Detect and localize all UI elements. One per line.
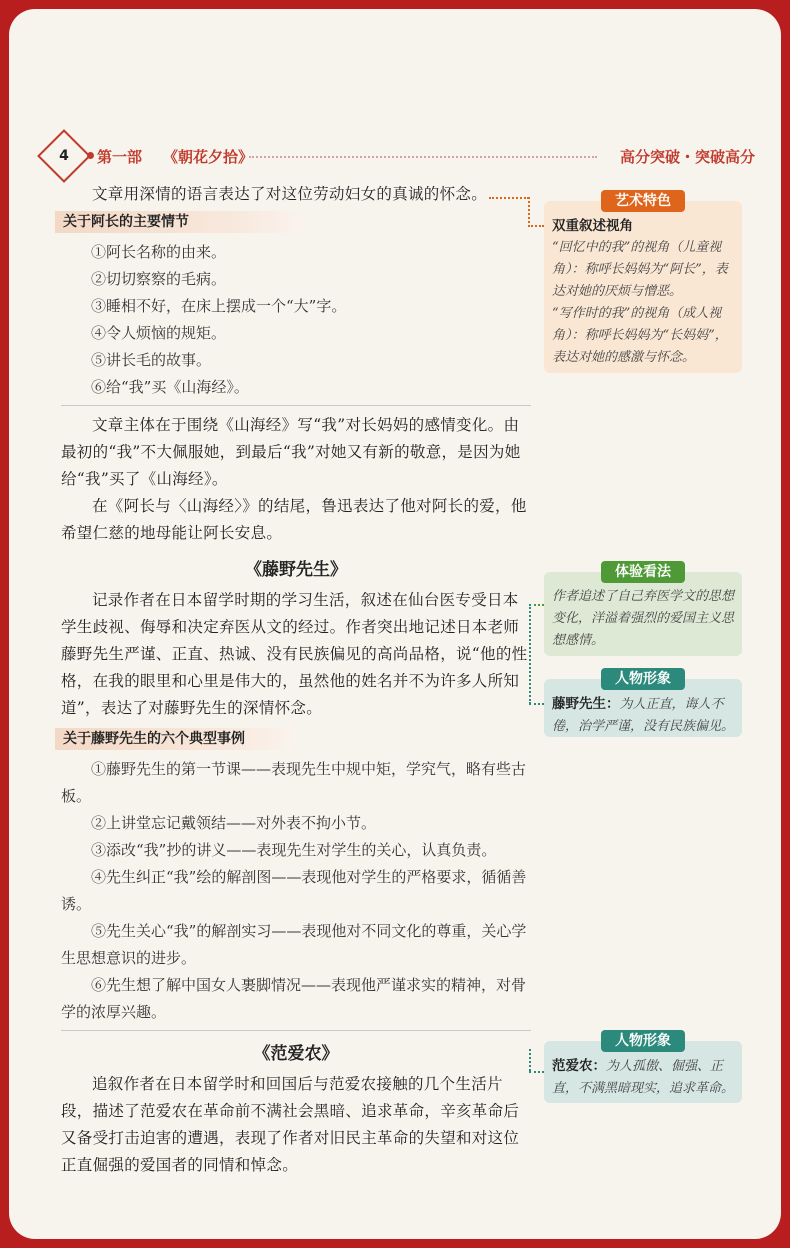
art-feature-box [544, 193, 742, 373]
experience-text: 作者追述了自己弃医学文的思想变化，洋溢着强烈的爱国主义思想感情。 [552, 589, 735, 648]
list-item: ④先生纠正“我”绘的解剖图——表现他对学生的严格要求，循循善诱。 [61, 868, 527, 913]
art-feature-text: “写作时的我”的视角（成人视角）：称呼长妈妈为“长妈妈”，表达对她的感激与怀念。 [552, 306, 728, 365]
connector-line [528, 197, 530, 227]
list-item: ⑤讲长毛的故事。 [91, 351, 212, 369]
list-item: ②上讲堂忘记戴领结——对外表不拘小节。 [91, 814, 377, 832]
list-item: ①藤野先生的第一节课——表现先生中规中矩，学究气，略有些古板。 [61, 760, 527, 805]
section1-label: 关于阿长的主要情节 [55, 211, 305, 233]
connector-line [489, 197, 529, 199]
connector-line [529, 604, 531, 704]
figure-name: 范爱农： [552, 1058, 606, 1074]
list-item: ①阿长名称的由来。 [91, 243, 227, 261]
paragraph: 文章主体在于围绕《山海经》写“我”对长妈妈的感情变化。由最初的“我”不大佩服她，到最后“我”对她又有新的敬意，是因为她给“我”买了《山海经》。 [61, 416, 521, 488]
list-item: ④令人烦恼的规矩。 [91, 324, 227, 342]
art-feature-tag: 艺术特色 [601, 190, 685, 212]
page [9, 9, 781, 1239]
divider [61, 405, 531, 406]
list-item: ⑥先生想了解中国女人裹脚情况——表现他严谨求实的精神，对骨学的浓厚兴趣。 [61, 976, 527, 1021]
paragraph: 记录作者在日本留学时期的学习生活，叙述在仙台医专受日本学生歧视、侮辱和决定弃医从文的经过。作者突出地记述日本老师藤野先生严谨、正直、热诚、没有民族偏见的高尚品格，说“他的性格，在我的眼里和心里是伟大的，虽然他的姓名并不为许多人所知道”，表达了对藤野先生的深情怀念。 [61, 591, 528, 717]
divider [61, 1030, 531, 1031]
section2-label: 关于藤野先生的六个典型事例 [55, 728, 295, 750]
header-dotted-line [249, 156, 597, 158]
section1-list [61, 239, 531, 401]
section-title: 《藤野先生》 [245, 560, 347, 580]
figure-text: 为人正直，诲人不倦，治学严谨，没有民族偏见。 [552, 697, 735, 734]
connector-line [529, 1049, 531, 1071]
list-item: ⑤先生关心“我”的解剖实习——表现他对不同文化的尊重，关心学生思想意识的进步。 [61, 922, 527, 967]
section-label: 第一部 [97, 148, 143, 166]
header-slogan: 高分突破・突破高分 [619, 148, 755, 166]
list-item: ②切切察察的毛病。 [91, 270, 227, 288]
experience-tag: 体验看法 [601, 561, 685, 583]
section-title: 《范爱农》 [253, 1044, 339, 1064]
art-feature-text: “回忆中的我”的视角（儿童视角）：称呼长妈妈为“阿长”，表达对她的厌烦与憎恶。 [552, 240, 728, 299]
connector-line [529, 604, 544, 606]
connector-line [528, 225, 544, 227]
page-header [45, 137, 755, 175]
figure-tag: 人物形象 [601, 1030, 685, 1052]
list-item: ⑥给“我”买《山海经》。 [91, 378, 249, 396]
page-number: 4 [59, 148, 69, 164]
figure-text: 为人孤傲、倔强、正直，不满黑暗现实，追求革命。 [552, 1059, 735, 1096]
main-column [61, 181, 531, 1179]
experience-box [544, 564, 742, 656]
book-title: 《朝花夕拾》 [163, 148, 254, 166]
art-feature-heading: 双重叙述视角 [552, 218, 633, 234]
connector-line [529, 703, 544, 705]
paragraph: 在《阿长与〈山海经〉》的结尾，鲁迅表达了他对阿长的爱，他希望仁慈的地母能让阿长安息。 [61, 497, 527, 542]
figure-box [544, 1033, 742, 1103]
header-dot [87, 152, 94, 159]
list-item: ③睡相不好，在床上摆成一个“大”字。 [91, 297, 347, 315]
section2-list [61, 756, 531, 1026]
intro-paragraph: 文章用深情的语言表达了对这位劳动妇女的真诚的怀念。 [92, 185, 488, 203]
paragraph: 追叙作者在日本留学时和回国后与范爱农接触的几个生活片段，描述了范爱农在革命前不满社会黑暗、追求革命，辛亥革命后又备受打击迫害的遭遇，表现了作者对旧民主革命的失望和对这位正直倔强的爱国者的同情和悼念。 [61, 1075, 520, 1174]
figure-box [544, 671, 742, 737]
figure-name: 藤野先生： [552, 696, 620, 712]
connector-line [529, 1071, 544, 1073]
list-item: ③添改“我”抄的讲义——表现先生对学生的关心，认真负责。 [91, 841, 497, 859]
figure-tag: 人物形象 [601, 668, 685, 690]
